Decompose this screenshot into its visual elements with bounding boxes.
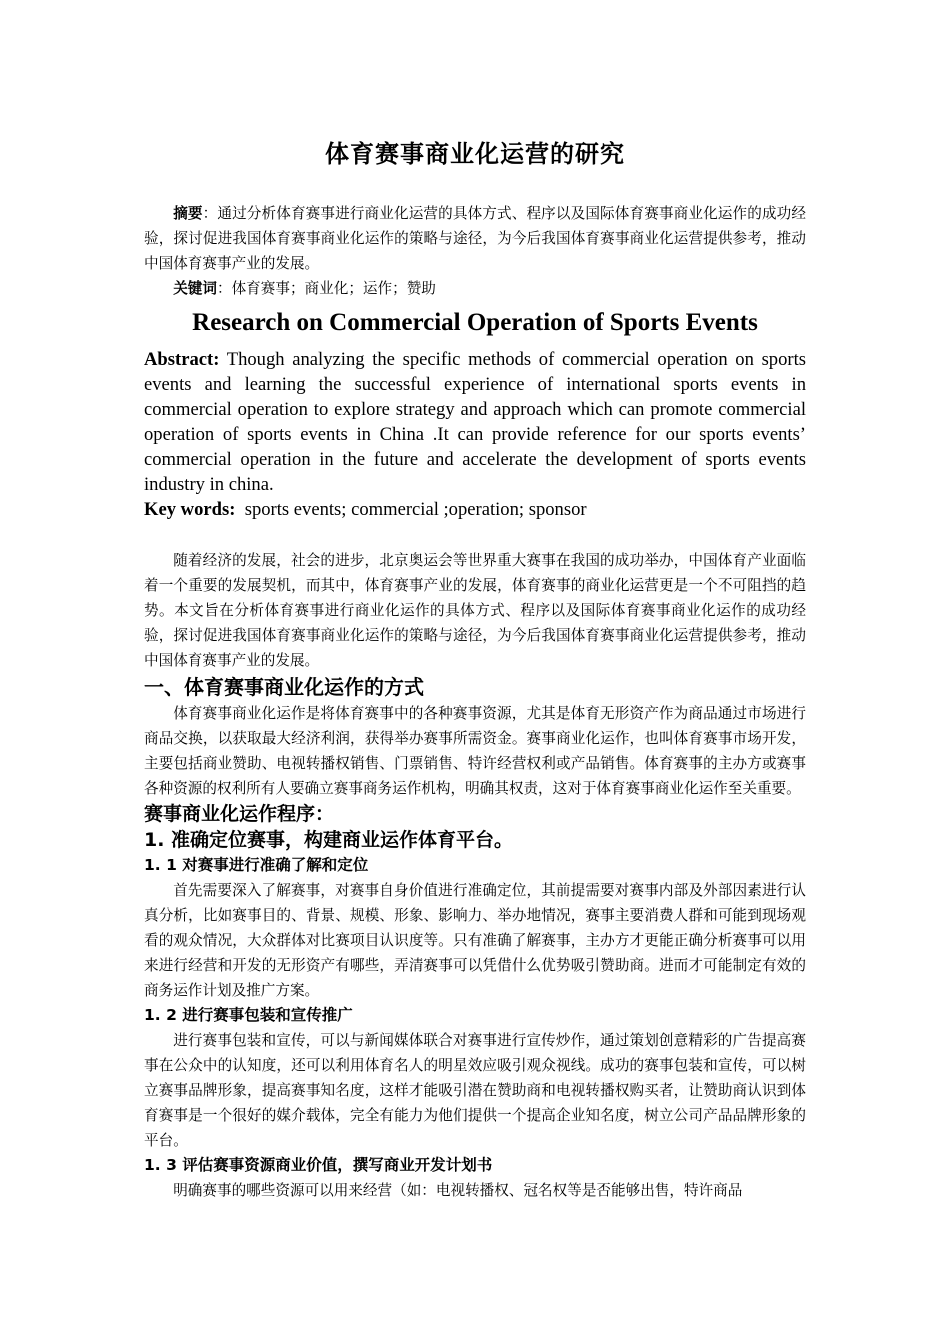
subsection-1-2-heading: 1. 2 进行赛事包装和宣传推广 [144, 1006, 353, 1024]
abstract-text: ：通过分析体育赛事进行商业化运营的具体方式、程序以及国际体育赛事商业化运作的成功经验，探讨促进我国体育赛事商业化运作的策略与途径，为今后我国体育赛事商业化运营提供参考，推动中国体育赛事产业的发展。 [144, 205, 806, 272]
keywords-text: ：体育赛事；商业化；运作；赞助 [216, 280, 436, 297]
subsection-1-3-body: 明确赛事的哪些资源可以用来经营（如：电视转播权、冠名权等是否能够出售，特许商品 [173, 1182, 743, 1199]
program-heading: 赛事商业化运作程序： [144, 803, 335, 825]
subsection-1-1-body: 首先需要深入了解赛事，对赛事自身价值进行准确定位，其前提需要对赛事内部及外部因素进行认真分析，比如赛事目的、背景、规模、形象、影响力、举办地情况，赛事主要消费人群和可能到现场观看的观众情况，大众群体对比赛项目认识度等。只有准确了解赛事，主办方才更能正确分析赛事可以用来进行经营和开发的无形资产有哪些，弄清赛事可以凭借什么优势吸引赞助商。进而才可能制定有效的商务运作计划及推广方案。 [144, 882, 806, 999]
english-abstract [144, 347, 806, 497]
section-spacer [144, 522, 806, 548]
english-keywords-label: Key words: [144, 499, 236, 520]
chinese-keywords [144, 276, 806, 301]
chinese-abstract [144, 201, 806, 276]
step1-heading: 1. 准确定位赛事，构建商业运作体育平台。 [144, 829, 514, 851]
page-content [144, 128, 806, 1203]
english-abstract-label: Abstract: [144, 349, 220, 370]
subsection-1-1-heading: 1. 1 对赛事进行准确了解和定位 [144, 856, 369, 874]
subsection-1-2-body: 进行赛事包装和宣传，可以与新闻媒体联合对赛事进行宣传炒作，通过策划创意精彩的广告提高赛事在公众中的认知度，还可以利用体育名人的明星效应吸引观众视线。成功的赛事包装和宣传，可以树立赛事品牌形象，提高赛事知名度，这样才能吸引潜在赞助商和电视转播权购买者，让赞助商认识到体育赛事是一个很好的媒介载体，完全有能力为他们提供一个提高企业知名度，树立公司产品品牌形象的平台。 [144, 1032, 806, 1149]
english-keywords-text: sports events; commercial ;operation; sponsor [235, 499, 587, 520]
page-title: 体育赛事商业化运营的研究 [325, 140, 625, 168]
english-title: Research on Commercial Operation of Sports Events [192, 309, 758, 336]
abstract-label: 摘要 [173, 205, 203, 222]
section1-heading: 一、体育赛事商业化运作的方式 [144, 675, 424, 699]
intro-paragraph: 随着经济的发展，社会的进步，北京奥运会等世界重大赛事在我国的成功举办，中国体育产业面临着一个重要的发展契机，而其中，体育赛事产业的发展，体育赛事的商业化运营更是一个不可阻挡的趋势。本文旨在分析体育赛事进行商业化运作的具体方式、程序以及国际体育赛事商业化运作的成功经验，探讨促进我国体育赛事商业化运作的策略与途径，为今后我国体育赛事商业化运营提供参考，推动中国体育赛事产业的发展。 [144, 552, 806, 669]
keywords-label: 关键词 [173, 280, 217, 297]
subsection-1-3-heading: 1. 3 评估赛事资源商业价值，撰写商业开发计划书 [144, 1156, 493, 1174]
english-keywords [144, 497, 806, 522]
english-abstract-text: Though analyzing the specific methods of commercial operation on sports events and learning the successful experience of international sports events in commercial operation to explore strategy and approach which can promote commercial operation of sports events in China .It can provide reference for our sports events’ commercial operation in the future and accelerate the development of sports events industry in china. [144, 349, 806, 495]
section1-body: 体育赛事商业化运作是将体育赛事中的各种赛事资源，尤其是体育无形资产作为商品通过市场进行商品交换，以获取最大经济利润，获得举办赛事所需资金。赛事商业化运作，也叫体育赛事市场开发，主要包括商业赞助、电视转播权销售、门票销售、特许经营权利或产品销售。体育赛事的主办方或赛事各种资源的权利所有人要确立赛事商务运作机构，明确其权责，这对于体育赛事商业化运作至关重要。 [144, 705, 806, 797]
